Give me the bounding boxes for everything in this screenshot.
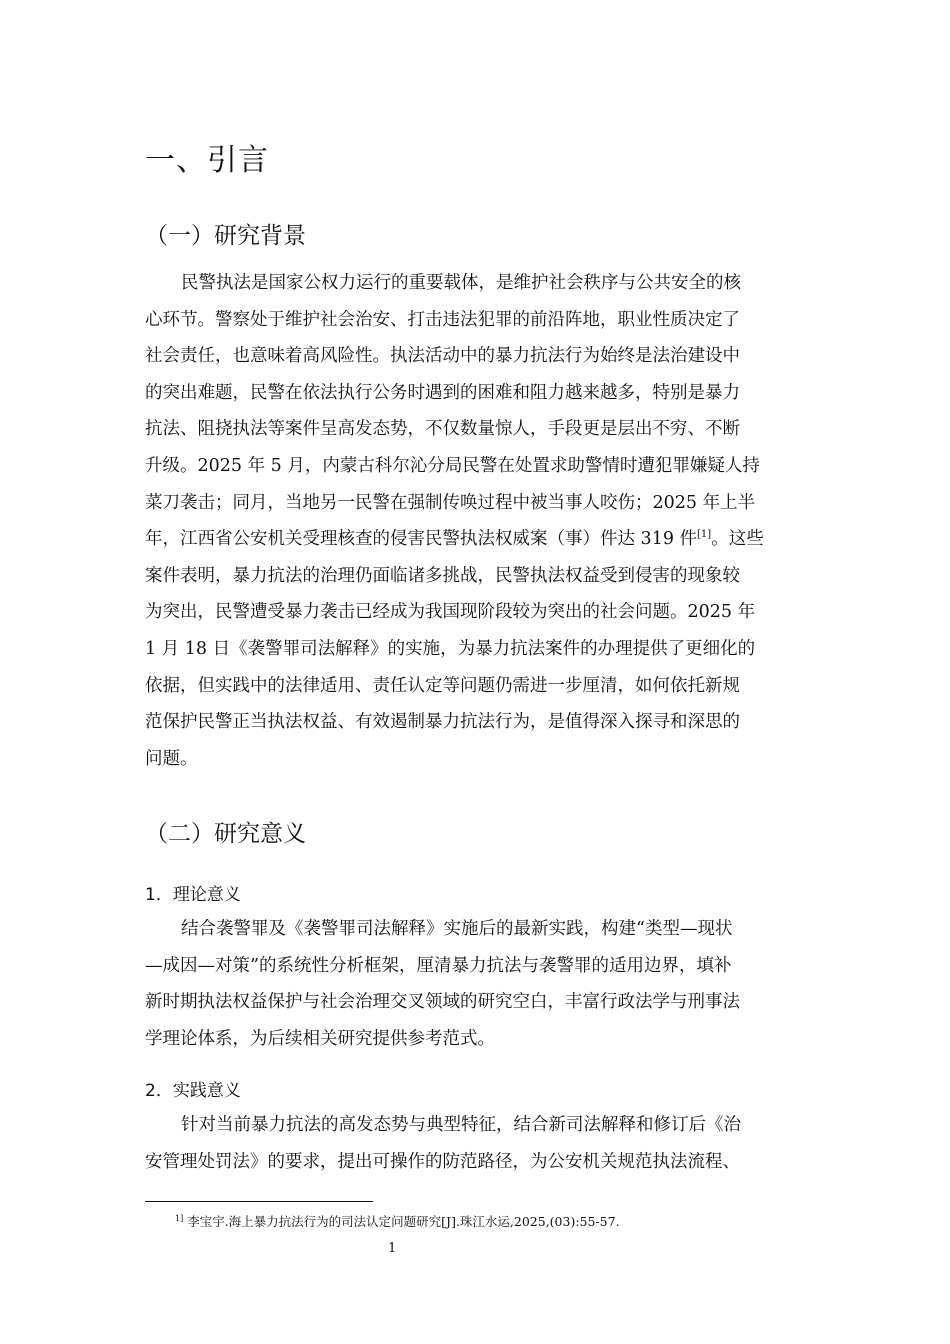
paragraph-line: 针对当前暴力抗法的高发态势与典型特征，结合新司法解释和修订后《治: [181, 1115, 741, 1135]
line-text: 。这些: [711, 529, 764, 550]
paragraph-line: 菜刀袭击；同月，当地另一民警在强制传唤过程中被当事人咬伤；2025 年上半: [145, 492, 756, 513]
paragraph-line: 依据，但实践中的法律适用、责任认定等问题仍需进一步厘清，如何依托新规: [145, 675, 740, 696]
paragraph-line: 的突出难题，民警在依法执行公务时遇到的困难和阻力越来越多，特别是暴力: [145, 382, 740, 403]
practice-heading: 2．实践意义: [145, 1081, 241, 1101]
line-text: 年，江西省公安机关受理核查的侵害民警执法权威案（事）件达 319 件: [145, 529, 698, 550]
theory-paragraph: [145, 911, 807, 1057]
paragraph-line: 问题。: [145, 748, 198, 769]
footnote-separator: [145, 1201, 373, 1202]
paragraph-line: 社会责任，也意味着高风险性。执法活动中的暴力抗法行为始终是法治建设中: [145, 346, 740, 367]
subsection-title-background: （一）研究背景: [145, 223, 306, 249]
section-title: 一、引言: [145, 143, 269, 178]
paragraph-line: 心环节。警察处于维护社会治安、打击违法犯罪的前沿阵地，职业性质决定了: [145, 309, 740, 330]
practice-paragraph: [145, 1107, 807, 1180]
paragraph-line: 结合袭警罪及《袭警罪司法解释》实施后的最新实践，构建“类型—现状: [181, 919, 733, 939]
footnote-reference[interactable]: [1]: [697, 529, 712, 541]
paragraph-line: 抗法、阻挠执法等案件呈高发态势，不仅数量惊人，手段更是层出不穷、不断: [145, 419, 740, 440]
footnote-marker: 1]: [175, 1213, 184, 1223]
footnote-text: 李宝宇.海上暴力抗法行为的司法认定问题研究[J].珠江水运,2025,(03):55-57.: [187, 1214, 620, 1229]
paragraph-line: —成因—对策”的系统性分析框架，厘清暴力抗法与袭警罪的适用边界，填补: [145, 955, 732, 976]
paragraph-line: [145, 521, 807, 558]
subsection-title-significance: （二）研究意义: [145, 821, 306, 847]
paragraph-line: 1 月 18 日《袭警罪司法解释》的实施，为暴力抗法案件的办理提供了更细化的: [145, 638, 756, 659]
paragraph-line: 升级。2025 年 5 月，内蒙古科尔沁分局民警在处置求助警情时遭犯罪嫌疑人持: [145, 455, 760, 476]
footnote: [175, 1212, 620, 1230]
paragraph-line: 安管理处罚法》的要求，提出可操作的防范路径，为公安机关规范执法流程、: [145, 1151, 740, 1172]
paragraph-line: 为突出，民警遭受暴力袭击已经成为我国现阶段较为突出的社会问题。2025 年: [145, 602, 756, 623]
paragraph-line: 案件表明，暴力抗法的治理仍面临诸多挑战，民警执法权益受到侵害的现象较: [145, 565, 740, 586]
background-paragraph: [145, 265, 807, 777]
paragraph-line: 范保护民警正当执法权益、有效遏制暴力抗法行为，是值得深入探寻和深思的: [145, 712, 740, 733]
paragraph-line: 新时期执法权益保护与社会治理交叉领域的研究空白，丰富行政法学与刑事法: [145, 992, 740, 1013]
page-number: 1: [388, 1241, 397, 1256]
paragraph-line: 学理论体系，为后续相关研究提供参考范式。: [145, 1028, 495, 1049]
paragraph-line: 民警执法是国家公权力运行的重要载体，是维护社会秩序与公共安全的核: [181, 273, 741, 293]
theory-heading: 1．理论意义: [145, 885, 241, 905]
